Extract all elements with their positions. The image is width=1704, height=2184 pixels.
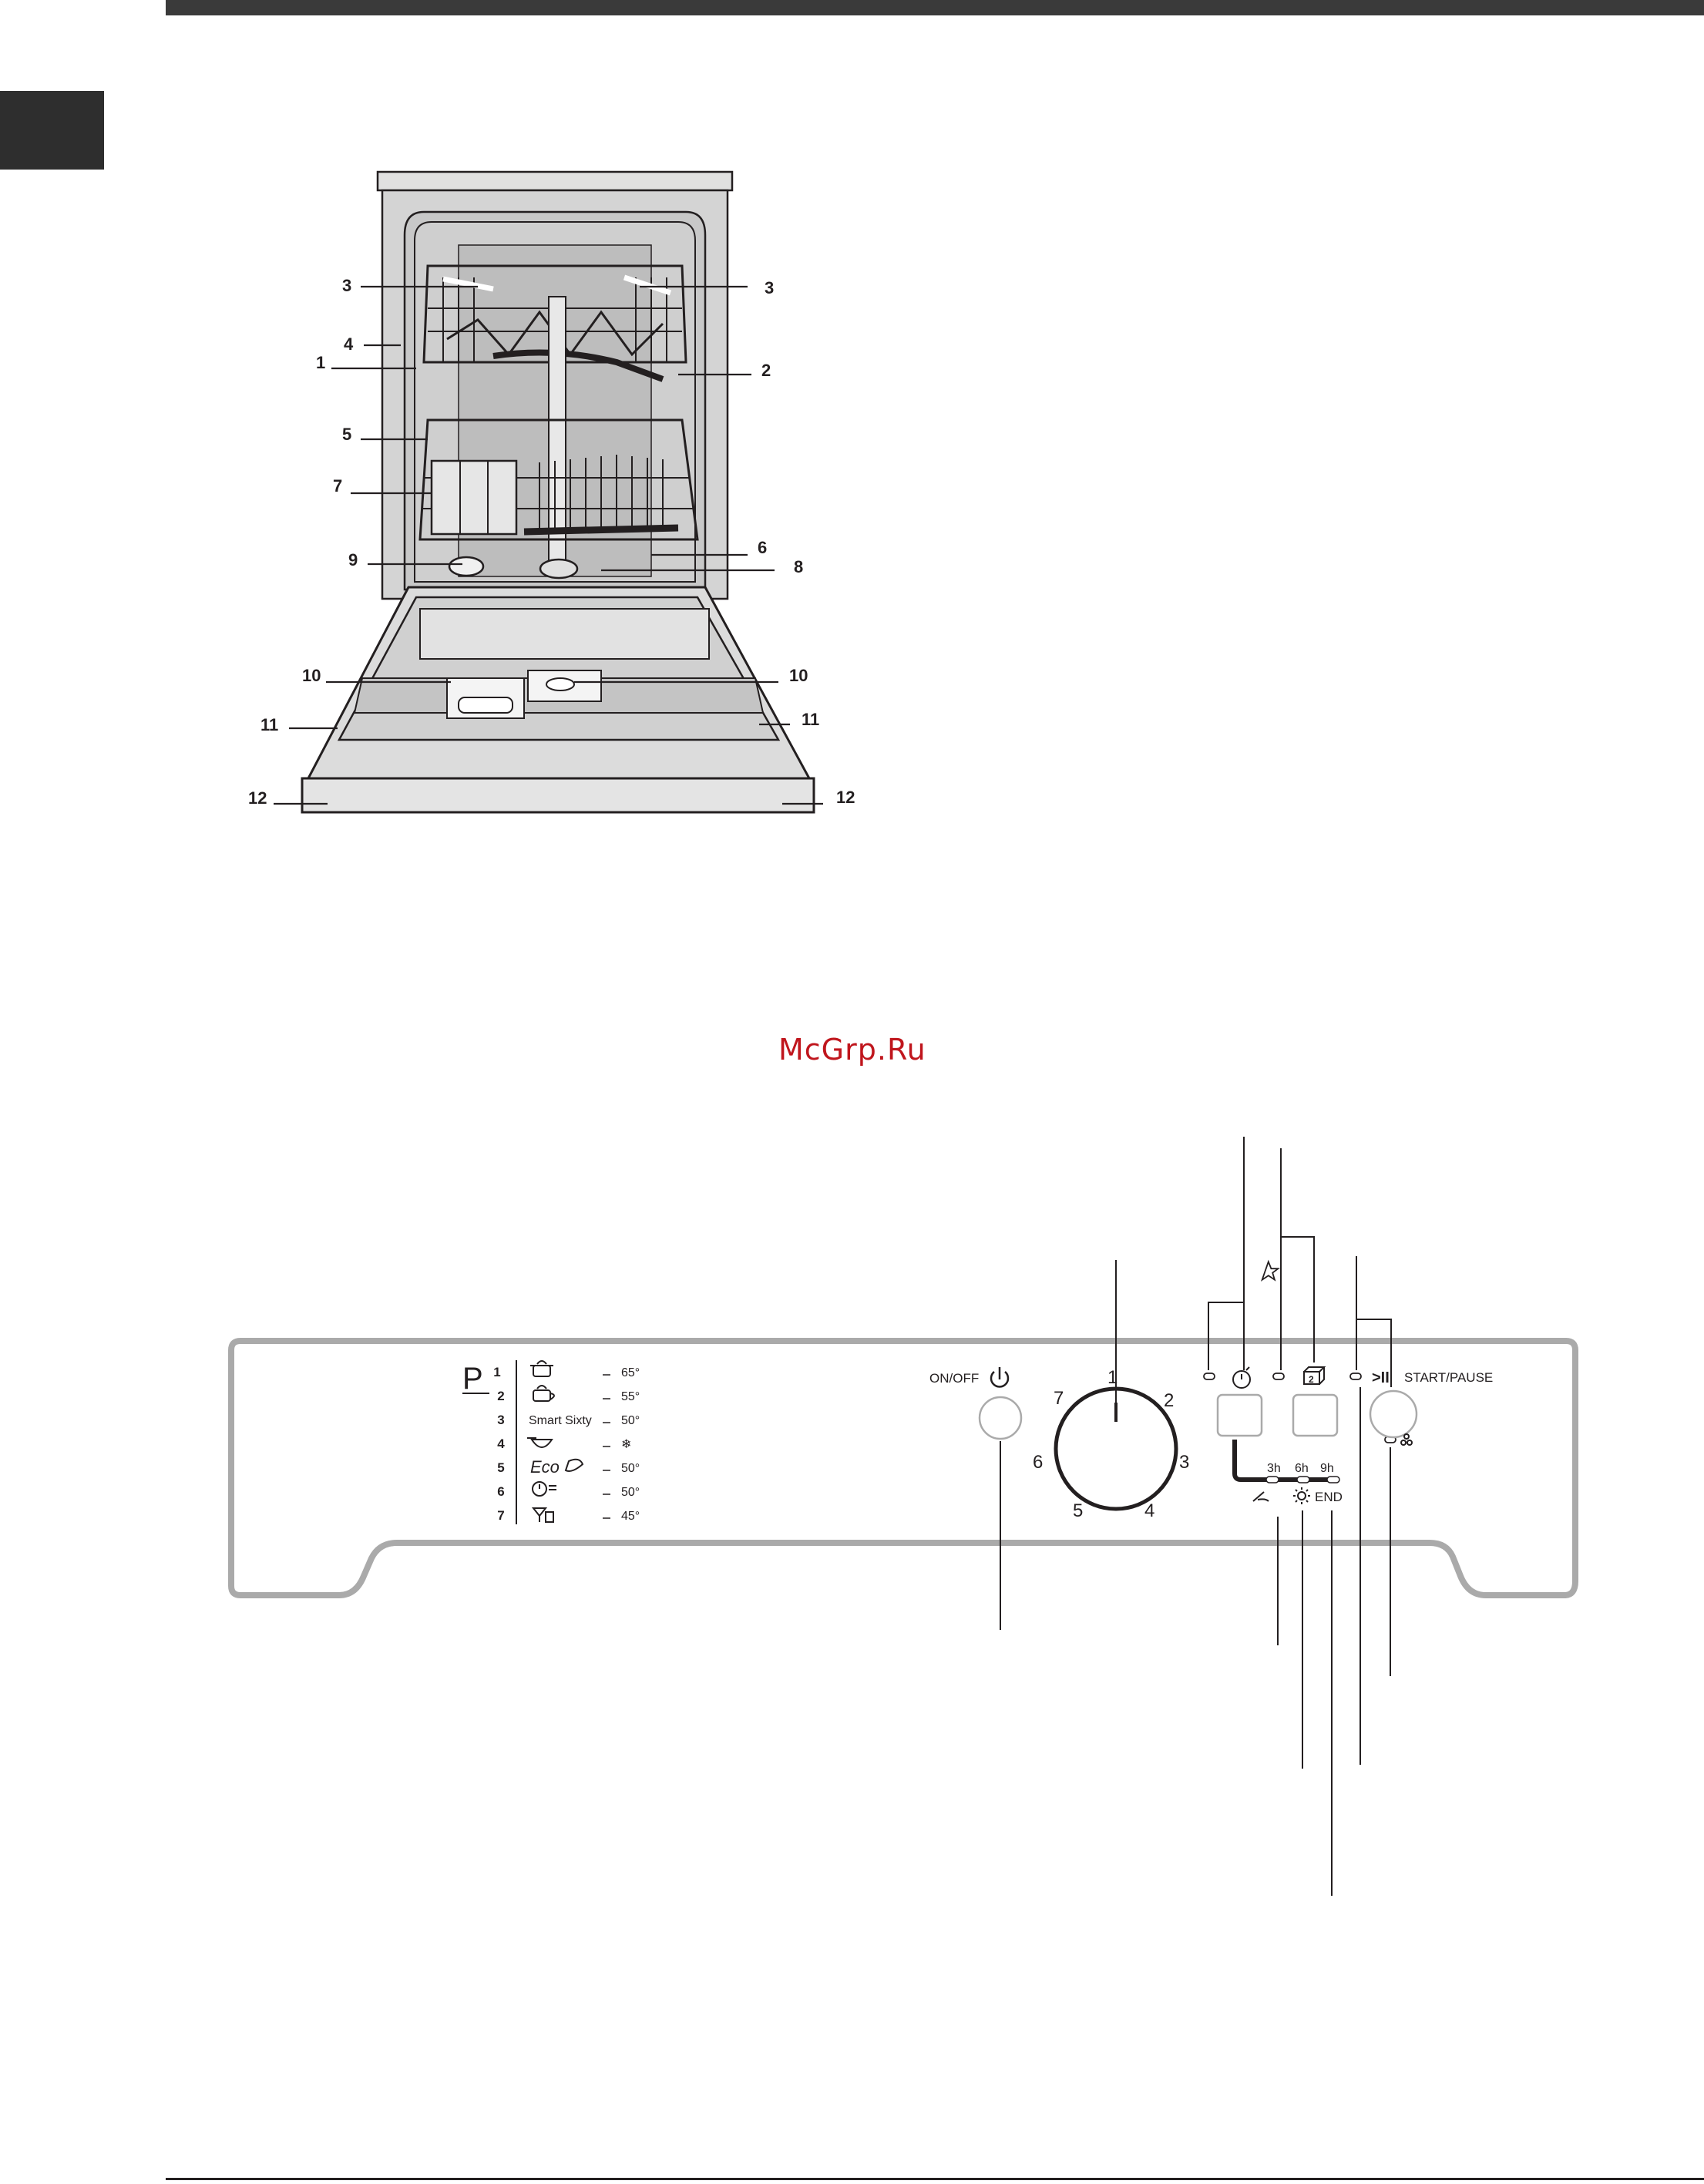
quick-clock-icon (533, 1482, 556, 1496)
callout-4: 4 (344, 334, 354, 354)
callout-5: 5 (342, 424, 352, 444)
control-panel-diagram (0, 1117, 1704, 1981)
bowl-icon (527, 1438, 552, 1447)
program-list (493, 1365, 505, 1523)
knob-number-4: 4 (1144, 1500, 1155, 1521)
program-2-number: 2 (497, 1389, 505, 1403)
start-symbol: >II (1372, 1369, 1390, 1386)
half-load-led (1273, 1373, 1284, 1379)
delay-bar (1235, 1440, 1333, 1480)
onoff-label: ON/OFF (929, 1371, 980, 1386)
door-window (420, 609, 709, 659)
delay-9h-led (1327, 1477, 1339, 1483)
pot-icon (530, 1361, 553, 1376)
callout-6: 6 (758, 537, 768, 557)
callout-2: 2 (761, 360, 771, 380)
program-2-temp: 55° (621, 1390, 640, 1403)
watermark: McGrp.Ru (778, 1033, 926, 1067)
callout-12-left: 12 (248, 788, 267, 808)
bottom-rule (166, 2178, 1704, 2180)
wash-phase-icon (1253, 1492, 1269, 1501)
start-pause-button[interactable] (1370, 1391, 1417, 1437)
program-3-number: 3 (497, 1413, 505, 1427)
delay-button[interactable] (1218, 1395, 1262, 1436)
tablet-digit: 2 (1309, 1374, 1314, 1385)
program-3-label: Smart Sixty (529, 1414, 592, 1427)
callout-3-right: 3 (765, 277, 775, 297)
leaf-icon (566, 1460, 583, 1471)
program-5-temp: 50° (621, 1462, 640, 1475)
callout-12-right: 12 (836, 787, 855, 807)
knob-number-5: 5 (1073, 1500, 1084, 1521)
callout-3-left: 3 (342, 275, 352, 295)
power-icon (991, 1367, 1008, 1386)
program-3-temp: 50° (621, 1414, 640, 1427)
callout-10-right: 10 (789, 665, 808, 685)
tablet-icon (1304, 1367, 1324, 1384)
half-load-button[interactable] (1293, 1395, 1337, 1436)
knob-number-2: 2 (1164, 1390, 1175, 1411)
delay-6h-led (1297, 1477, 1309, 1483)
onoff-button[interactable] (980, 1397, 1021, 1439)
program-4-temp: ❄ (621, 1438, 632, 1451)
program-1-temp: 65° (621, 1366, 640, 1379)
callout-11-right: 11 (802, 709, 820, 729)
program-5-label: Eco (530, 1457, 560, 1477)
callout-11-left: 11 (260, 714, 279, 734)
knob-number-7: 7 (1054, 1388, 1064, 1409)
delay-3h: 3h (1267, 1462, 1281, 1475)
dishwasher-diagram (0, 0, 1704, 848)
start-label: START/PAUSE (1404, 1370, 1494, 1385)
plinth (302, 778, 814, 812)
callout-1: 1 (316, 352, 326, 372)
dry-phase-icon (1293, 1487, 1310, 1504)
end-label: END (1315, 1490, 1343, 1504)
lower-spray-arm (524, 528, 678, 532)
callout-9: 9 (348, 549, 358, 570)
worktop (378, 172, 732, 190)
knob-number-6: 6 (1033, 1452, 1044, 1473)
knob-number-1: 1 (1107, 1367, 1118, 1388)
program-header: P (462, 1362, 483, 1396)
cutlery-basket (432, 461, 516, 534)
filter (540, 559, 577, 578)
delay-6h: 6h (1295, 1462, 1309, 1475)
knob-number-3: 3 (1179, 1452, 1190, 1473)
program-6-number: 6 (497, 1484, 505, 1499)
program-6-temp: 50° (621, 1486, 640, 1499)
callout-10-left: 10 (302, 665, 321, 685)
program-4-number: 4 (497, 1436, 505, 1451)
salt-container (449, 557, 483, 576)
delay-led (1204, 1373, 1215, 1379)
start-led (1350, 1373, 1361, 1379)
water-tube (549, 297, 566, 563)
delay-timer-icon (1233, 1367, 1250, 1388)
rinse-aid-icon (1262, 1262, 1279, 1279)
delay-9h: 9h (1320, 1462, 1334, 1475)
program-7-temp: 45° (621, 1510, 640, 1523)
pot-small-icon (533, 1386, 554, 1401)
callout-8: 8 (794, 556, 804, 576)
program-1-number: 1 (493, 1365, 501, 1379)
callout-7: 7 (333, 475, 343, 496)
program-5-number: 5 (497, 1460, 505, 1475)
delay-3h-led (1266, 1477, 1279, 1483)
glass-icon (533, 1508, 553, 1522)
program-7-number: 7 (497, 1508, 505, 1523)
